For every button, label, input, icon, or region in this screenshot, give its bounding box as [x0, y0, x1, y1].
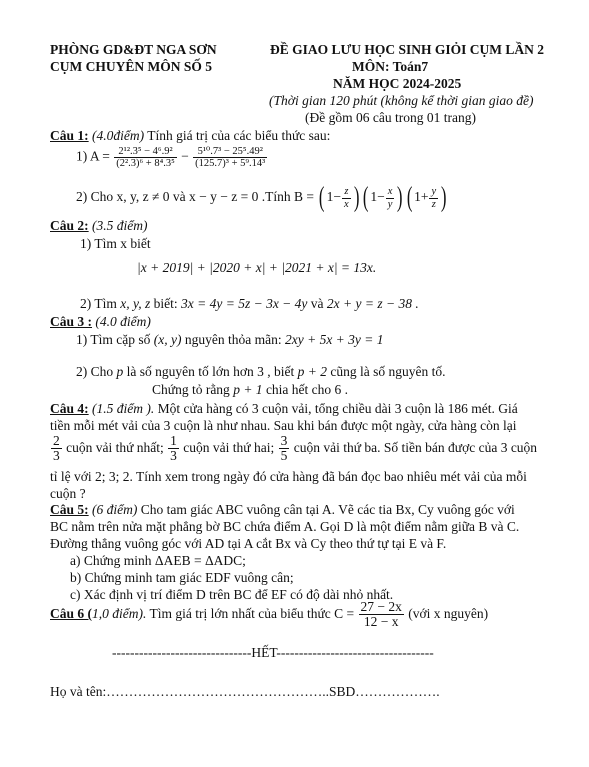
q4-fraction-2: [168, 434, 179, 463]
q3-part2-suffix: cũng là số nguyên tố.: [327, 364, 446, 379]
q4-line-2: tiền mỗi mét vải của 3 cuộn là như nhau. Sau khi bán được một ngày, cửa hàng còn lại: [50, 418, 517, 433]
q4-fraction-3-numerator: 3: [280, 433, 288, 448]
q2-part2: [80, 296, 419, 312]
q5-part-c: c) Xác định vị trí điểm D trên BC để EF có độ dài nhỏ nhất.: [70, 587, 394, 602]
q3-part2-prefix: 2) Cho: [76, 364, 117, 379]
q1-fraction-2-numerator: 5¹⁰.7³ − 25⁵.49²: [193, 146, 267, 158]
q4-points: (1.5 điểm ).: [88, 401, 155, 416]
q2-part2-prefix: 2) Tìm: [80, 296, 121, 311]
q2-equation-1: |x + 2019| + |2020 + x| + |2021 + x| = 13x.: [137, 260, 377, 275]
q3-part1-prefix: 1) Tìm cặp số: [76, 332, 154, 347]
q3-points: (4.0 điểm): [92, 314, 151, 329]
cluster-name: CỤM CHUYÊN MÔN SỐ 5: [50, 59, 212, 74]
q1-factor-2-numerator: x: [387, 186, 393, 198]
department-name: PHÒNG GD&ĐT NGA SƠN: [50, 42, 217, 57]
q5-text-1: Cho tam giác ABC vuông cân tại A. Vẽ các tia Bx, Cy vuông góc với: [137, 502, 515, 517]
q1-factor-2-denominator: y: [387, 198, 393, 210]
q2-points: (3.5 điểm): [88, 218, 148, 233]
q1-part2: 2) Cho x, y, z ≠ 0 và x − y − z = 0 .Tính B = ( 1− $\frac{z}{x}$ ) ( 1− $\frac{x}{y}$ ) ( 1+ $\frac{y}{z}$ ): [76, 182, 447, 213]
q1-part1: [76, 146, 268, 169]
q4-line-5: cuộn ?: [50, 486, 86, 501]
q3-heading: [50, 314, 151, 330]
q1-part2-prefix: 2) Cho x, y, z ≠ 0 và x − y − z = 0 .Tính B =: [76, 189, 314, 205]
q2-equation-3: 2x + y = z − 38 .: [326, 296, 419, 311]
q6-text: Tìm giá trị lớn nhất của biểu thức C =: [146, 605, 358, 621]
q3-part3-prefix: Chứng tỏ rằng: [152, 382, 234, 397]
q1-fraction-1-numerator: 2¹².3⁵ − 4⁶.9²: [114, 146, 177, 158]
q2-part1: 1) Tìm x biết: [80, 236, 151, 251]
q4-fraction-3: [279, 434, 290, 463]
q1-factor-3-numerator: y: [431, 186, 437, 198]
q1-part1-prefix: 1) A =: [76, 148, 110, 164]
time-note: (Thời gian 120 phút (không kể thời gian giao đề): [269, 93, 534, 108]
q2-equation-2: 3x = 4y = 5z − 3x − 4y: [181, 296, 308, 311]
subject: MÔN: Toán7: [352, 59, 429, 74]
q1-label: Câu 1:: [50, 128, 89, 143]
q1-text: Tính giá trị của các biểu thức sau:: [144, 128, 331, 143]
q4-label: Câu 4:: [50, 401, 89, 416]
q4-fraction-2-denominator: 3: [170, 448, 177, 464]
q6-fraction-numerator: 27 − 2x: [360, 599, 402, 614]
q5-part-a: a) Chứng minh ΔAEB = ΔADC;: [70, 553, 246, 568]
q1-minus: −: [181, 148, 189, 164]
q3-label: Câu 3 :: [50, 314, 93, 329]
q3-pair: (x, y): [153, 332, 182, 347]
q3-part3: [152, 382, 348, 398]
q4-fraction-2-numerator: 1: [170, 433, 177, 448]
q1-factor-2-prefix: 1−: [370, 189, 385, 205]
q6-fraction: [359, 600, 404, 629]
q5-part-b: b) Chứng minh tam giác EDF vuông cân;: [70, 570, 294, 585]
q1-factor-1-denominator: x: [344, 198, 349, 210]
q2-heading: [50, 218, 148, 234]
q3-part2: [76, 364, 446, 380]
q4-text-1: Một cửa hàng có 3 cuộn vải, tổng chiều dài 3 cuộn là 186 mét. Giá: [154, 401, 518, 416]
q1-factor-3-denominator: z: [431, 198, 436, 210]
q2-part2-and: và: [307, 296, 327, 311]
page-note: (Đề gồm 06 câu trong 01 trang): [305, 110, 476, 125]
q6-fraction-denominator: 12 − x: [363, 614, 399, 630]
q1-fraction-1: [114, 146, 177, 169]
q1-heading: [50, 128, 330, 144]
q5-label: Câu 5:: [50, 502, 89, 517]
q3-part2-middle: là số nguyên tố lớn hơn 3 , biết: [123, 364, 298, 379]
q1-fraction-2-denominator: (125.7)³ + 5⁹.14³: [195, 158, 266, 170]
q4-line-3: [50, 434, 537, 463]
q2-part2-middle: biết:: [150, 296, 181, 311]
q1-factor-1-prefix: 1−: [326, 189, 342, 205]
q3-prime-p: p: [116, 364, 124, 379]
q1-fraction-1-denominator: (2².3)⁶ + 8⁴.3⁵: [116, 158, 175, 170]
q3-part1-middle: nguyên thỏa mãn:: [181, 332, 285, 347]
q5-line-3: Đường thẳng vuông góc với AD tại A cắt Bx và Cy theo thứ tự tại E và F.: [50, 536, 447, 551]
q4-text-3: cuộn vải thứ hai;: [179, 439, 278, 455]
q3-prime-p-plus-2: p + 2: [297, 364, 328, 379]
q6-label: Câu 6 (: [50, 605, 93, 621]
q6-line: [50, 600, 488, 629]
exam-title: ĐỀ GIAO LƯU HỌC SINH GIỎI CỤM LẦN 2: [270, 42, 545, 57]
q4-fraction-1-numerator: 2: [53, 433, 60, 448]
q4-line-4: tỉ lệ với 2; 3; 2. Tính xem trong ngày đó cửa hàng đã bán đọc bao nhiêu mét vải của mỗi: [50, 469, 527, 484]
q2-label: Câu 2:: [50, 218, 89, 233]
q3-equation: 2xy + 5x + 3y = 1: [284, 332, 384, 347]
q4-text-2: cuộn vải thứ nhất;: [62, 439, 168, 455]
q1-points: (4.0điểm): [92, 128, 145, 143]
q6-points: 1,0 điểm).: [92, 605, 147, 621]
q1-factor-1-numerator: z: [342, 186, 351, 198]
q3-p-plus-1: p + 1: [233, 382, 263, 397]
q4-fraction-1: [51, 434, 62, 463]
q3-part3-suffix: chia hết cho 6 .: [262, 382, 349, 397]
candidate-info-line: Họ và tên:…………………………………………..SBD……………….: [50, 684, 440, 699]
q1-factor-3-prefix: 1+: [414, 189, 429, 205]
q5-points: (6 điểm): [88, 502, 138, 517]
q4-text-4: cuộn vải thứ ba. Số tiền bán được của 3 cuộn: [290, 439, 538, 455]
q1-fraction-2: [193, 146, 267, 169]
q4-line-1: [50, 401, 518, 417]
q4-fraction-3-denominator: 5: [280, 448, 288, 464]
q3-part1: [76, 332, 384, 348]
q4-fraction-1-denominator: 3: [53, 448, 60, 464]
end-marker: -------------------------------HẾT-----------------------------------: [112, 645, 434, 660]
q5-line-2: BC nằm trên nửa mặt phẳng bờ BC chứa điểm A. Gọi D là một điểm nằm giữa B và C.: [50, 519, 520, 534]
q5-line-1: [50, 502, 515, 518]
school-year: NĂM HỌC 2024-2025: [333, 76, 462, 91]
q2-variables: x, y, z: [120, 296, 151, 311]
q6-suffix: (với x nguyên): [404, 605, 489, 621]
